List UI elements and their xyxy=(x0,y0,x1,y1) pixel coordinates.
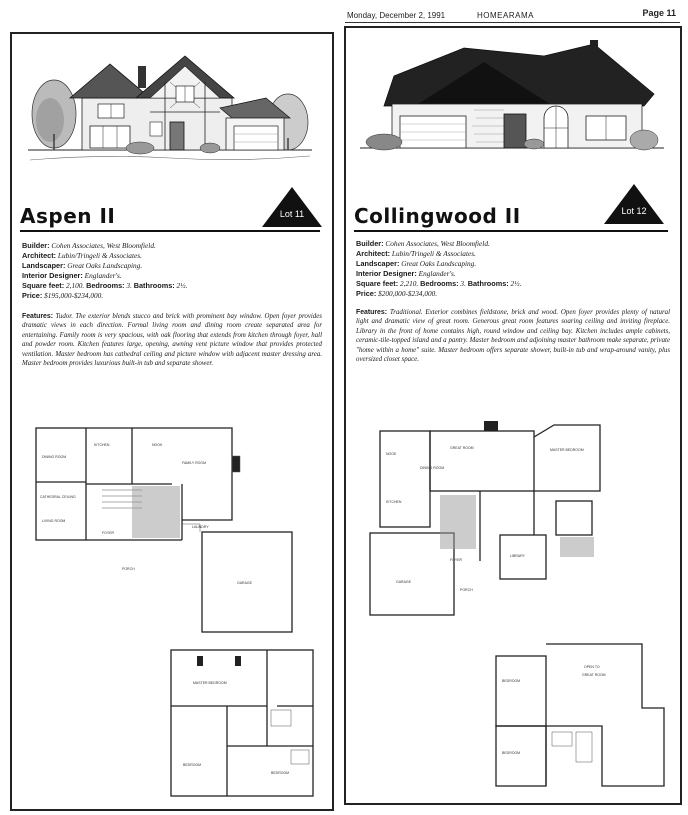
aspen-second-floor-plan xyxy=(167,646,317,801)
aspen-title: Aspen II xyxy=(20,204,116,228)
listing-aspen-ii xyxy=(10,32,334,811)
svg-text:DINING ROOM: DINING ROOM xyxy=(420,466,445,470)
aspen-landscaper: Great Oaks Landscaping. xyxy=(67,261,143,270)
collingwood-architect-label: Architect: xyxy=(356,249,391,258)
aspen-specs xyxy=(22,241,322,301)
collingwood-landscaper: Great Oaks Landscaping. xyxy=(401,259,477,268)
aspen-features xyxy=(22,312,322,368)
svg-text:BEDROOM: BEDROOM xyxy=(502,751,521,755)
collingwood-lot-label: Lot 12 xyxy=(621,206,647,216)
aspen-builder-label: Builder: xyxy=(22,241,50,250)
svg-text:BEDROOM: BEDROOM xyxy=(502,679,521,683)
header-section: HOMEARAMA xyxy=(477,11,534,20)
collingwood-first-floor-plan xyxy=(360,411,670,616)
collingwood-features-text: Traditional. Exterior combines fieldstone, brick and wood. Open foyer provides plenty of natural light and dramatic view of great room. Generous great room features soaring ceiling and inviting fireplace. Library in the front of home contains high, round window and ceiling bay. Kitchen includes ample cabinets, ceramic-tile-topped island and a pantry. Master bedroom and adjoining master bathroom make separate, private "home within a home" suite. Master bedroom offers separate shower, built-in tub and wrap-around vanity, plus oversized closet space. xyxy=(356,309,670,364)
aspen-architect-label: Architect: xyxy=(22,251,57,260)
aspen-bathrooms-label: Bathrooms: xyxy=(133,281,175,290)
collingwood-title-rule xyxy=(354,230,668,232)
aspen-sqft-label: Square feet: xyxy=(22,281,65,290)
collingwood-sqft: 2,210. xyxy=(400,279,419,288)
aspen-features-text: Tudor. The exterior blends stucco and brick with prominent bay window. Open foyer provides dramatic views in each direction. Formal living room and dining room create separated area for entertaining. Family room is very spacious, with oak flooring that extends from kitchen through foyer, hall and powder room. Kitchen features large, opening, awning vent picture window that provides protected ventilation. Master bedroom has cathedral ceiling and picture window with adjacent master dressing area. Master bedroom provides luxurious built-in tub and separate shower. xyxy=(22,313,322,368)
svg-text:CATHEDRAL CEILING: CATHEDRAL CEILING xyxy=(40,495,76,499)
collingwood-specs xyxy=(356,239,670,299)
collingwood-sqft-label: Square feet: xyxy=(356,279,399,288)
collingwood-features xyxy=(356,308,670,364)
collingwood-title: Collingwood II xyxy=(354,204,521,228)
aspen-architect: Lubin/Tringeli & Associates. xyxy=(57,251,142,260)
collingwood-landscaper-label: Landscaper: xyxy=(356,259,400,268)
svg-text:LIBRARY: LIBRARY xyxy=(510,554,525,558)
collingwood-bathrooms: 2½. xyxy=(510,279,522,288)
svg-text:PORCH: PORCH xyxy=(460,588,473,592)
header-date: Monday, December 2, 1991 xyxy=(347,11,446,20)
svg-text:GREAT ROOM: GREAT ROOM xyxy=(450,446,474,450)
svg-text:GREAT ROOM: GREAT ROOM xyxy=(582,673,606,677)
collingwood-builder: Cohen Associates, West Bloomfield. xyxy=(385,239,490,248)
aspen-bathrooms: 2½. xyxy=(176,281,188,290)
svg-text:KITCHEN: KITCHEN xyxy=(94,443,110,447)
svg-text:FOYER: FOYER xyxy=(450,558,463,562)
collingwood-lot-badge xyxy=(604,184,664,224)
collingwood-designer: Englander's. xyxy=(418,269,456,278)
collingwood-price-label: Price: xyxy=(356,289,377,298)
svg-text:GARAGE: GARAGE xyxy=(396,580,411,584)
aspen-designer: Englander's. xyxy=(84,271,122,280)
svg-text:NOOK: NOOK xyxy=(152,443,163,447)
svg-text:NOOK: NOOK xyxy=(386,452,397,456)
collingwood-bedrooms: 3. xyxy=(460,279,466,288)
svg-text:FOYER: FOYER xyxy=(102,531,115,535)
aspen-title-rule xyxy=(20,230,320,232)
aspen-builder: Cohen Associates, West Bloomfield. xyxy=(51,241,156,250)
aspen-price-label: Price: xyxy=(22,291,43,300)
collingwood-architect: Lubin/Tringeli & Associates. xyxy=(391,249,476,258)
aspen-sqft: 2,100. xyxy=(66,281,85,290)
aspen-features-label: Features: xyxy=(22,313,54,320)
aspen-bedrooms: 3. xyxy=(126,281,132,290)
svg-text:LIVING ROOM: LIVING ROOM xyxy=(42,519,66,523)
collingwood-bedrooms-label: Bedrooms: xyxy=(420,279,459,288)
aspen-first-floor-plan xyxy=(32,424,312,634)
aspen-bedrooms-label: Bedrooms: xyxy=(86,281,125,290)
collingwood-designer-label: Interior Designer: xyxy=(356,269,417,278)
aspen-designer-label: Interior Designer: xyxy=(22,271,83,280)
aspen-price: $195,000-$234,000. xyxy=(44,291,104,300)
svg-text:DINING ROOM: DINING ROOM xyxy=(42,455,67,459)
svg-text:GARAGE: GARAGE xyxy=(237,581,252,585)
page-header xyxy=(345,8,680,23)
svg-text:LAUNDRY: LAUNDRY xyxy=(192,525,209,529)
collingwood-builder-label: Builder: xyxy=(356,239,384,248)
collingwood-bathrooms-label: Bathrooms: xyxy=(467,279,509,288)
svg-text:BEDROOM: BEDROOM xyxy=(271,771,290,775)
collingwood-house-illustration xyxy=(354,36,670,166)
triangle-badge-icon xyxy=(262,187,322,227)
aspen-lot-label: Lot 11 xyxy=(279,209,305,219)
aspen-lot-badge xyxy=(262,187,322,227)
svg-text:PORCH: PORCH xyxy=(122,567,135,571)
collingwood-second-floor-plan xyxy=(492,636,668,796)
svg-text:KITCHEN: KITCHEN xyxy=(386,500,402,504)
aspen-house-illustration xyxy=(20,42,320,184)
listing-collingwood-ii xyxy=(344,26,682,805)
svg-text:FAMILY ROOM: FAMILY ROOM xyxy=(182,461,206,465)
aspen-landscaper-label: Landscaper: xyxy=(22,261,66,270)
svg-text:MASTER BEDROOM: MASTER BEDROOM xyxy=(550,448,584,452)
header-page-number: Page 11 xyxy=(642,8,676,18)
svg-text:MASTER BEDROOM: MASTER BEDROOM xyxy=(193,681,227,685)
svg-text:OPEN TO: OPEN TO xyxy=(584,665,600,669)
svg-text:BEDROOM: BEDROOM xyxy=(183,763,202,767)
collingwood-features-label: Features: xyxy=(356,309,388,316)
triangle-badge-icon xyxy=(604,184,664,224)
collingwood-price: $200,000-$234,000. xyxy=(378,289,438,298)
